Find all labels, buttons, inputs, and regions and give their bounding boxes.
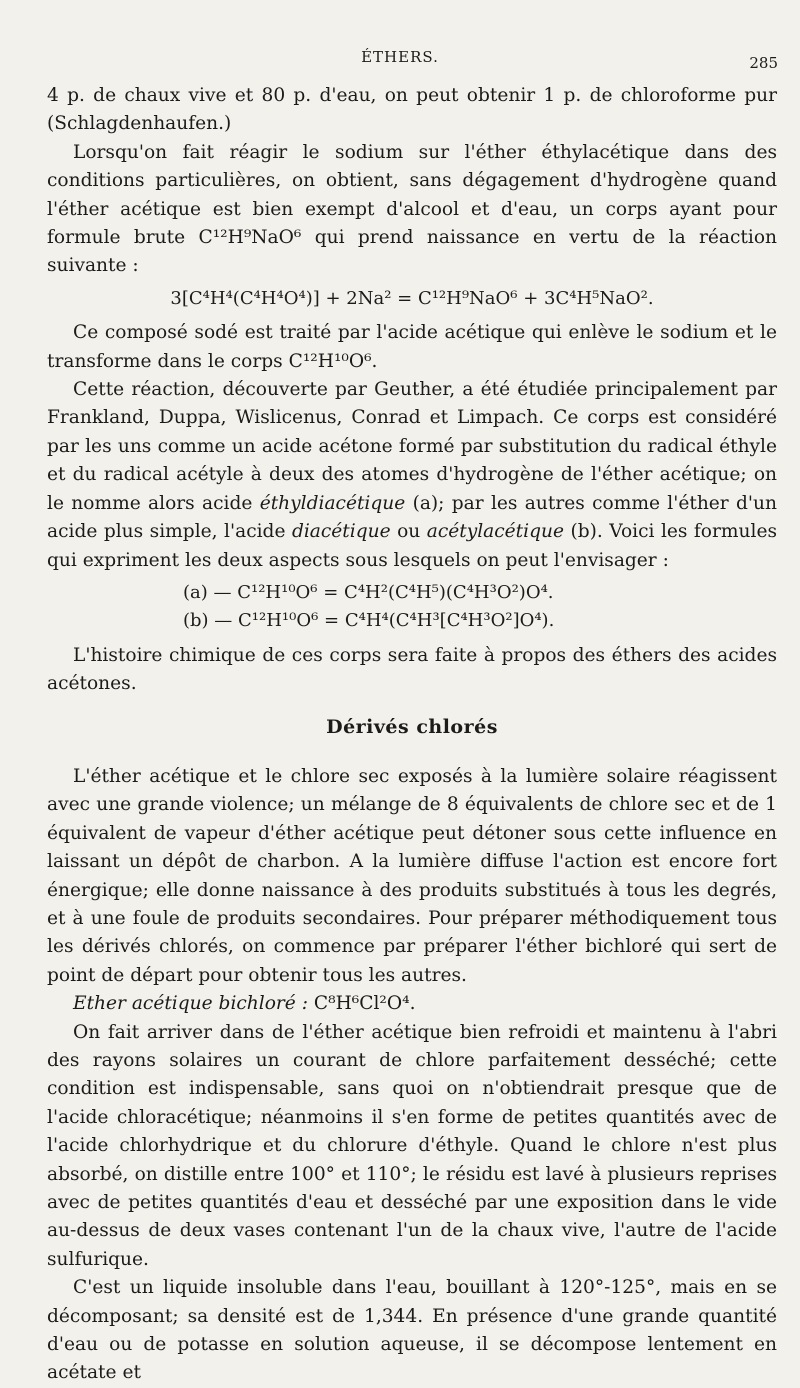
running-title: ÉTHERS. [361,48,439,66]
paragraph-chlorine: L'éther acétique et le chlore sec exposés à la lumière solaire réagissent avec une grande violence; un mélange de 8 équivalents de chlore sec et de 1 équivalent de vapeur d'éther acétique peut détoner sous cette influence en laissant un dépôt de charbon. A la lumière diffuse l'action est encore fort énergique; elle donne naissance à des produits substitués à tous les degrés, et à une foule de produits secondaires. Pour préparer méthodiquement tous les dérivés chlorés, on commence par préparer l'éther bichloré qui sert de point de départ pour obtenir tous les autres. [47,765,777,986]
paragraph-sodium-compound: Ce composé sodé est traité par l'acide acétique qui enlève le sodium et le transforme dans le corps C¹²H¹⁰O⁶. [47,322,777,372]
paragraph-properties: C'est un liquide insoluble dans l'eau, bouillant à 120°-125°, mais en se décomposant; sa densité est de 1,344. En présence d'une grande quantité d'eau ou de potasse en solution aqueuse, il se décompose lentement en acétate et [47,1277,777,1384]
formula-a: (a) — C¹²H¹⁰O⁶ = C⁴H²(C⁴H⁵)(C⁴H³O²)O⁴. [183,581,554,603]
paragraph-continuation: 4 p. de chaux vive et 80 p. d'eau, on peut obtenir 1 p. de chloroforme pur (Schlagdenhaufen.) [47,85,777,135]
term-ethyldiacetique: éthyldiacétique [259,492,406,514]
subheading-formula: C⁸H⁶Cl²O⁴. [313,993,416,1015]
page-body [47,82,777,1388]
term-acetylacetique: acétylacétique [426,521,564,543]
subheading-label: Ether acétique bichloré : [73,993,308,1015]
paragraph-history: L'histoire chimique de ces corps sera faite à propos des éthers des acides acétones. [47,644,777,695]
term-diacetique: diacétique [291,521,391,543]
page-number: 285 [749,54,778,72]
formula-b: (b) — C¹²H¹⁰O⁶ = C⁴H⁴(C⁴H³[C⁴H³O²]O⁴). [183,610,555,632]
formula-block [47,579,777,636]
text-segment: (b). Voici les formules qui expriment les deux aspects sous lesquels on peut l'envisager : [47,521,777,571]
paragraph-geuther [47,376,777,575]
text-segment: ou [390,521,427,543]
text-segment: Cette réaction, découverte par Geuther, a été étudiée principalement par Frankland, Duppa, Wislicenus, Conrad et Limpach. Ce corps est considéré par les uns comme un acide acétone formé par substitution du radical éthyle et du radical acétyle à deux des atomes d'hydrogène de l'éther acétique; on le nomme alors acide [47,379,777,514]
running-head [0,46,800,72]
text-segment: (a); par les autres comme l'éther d'un acide plus simple, l'acide [47,492,777,543]
subheading-bichlore [47,990,777,1018]
paragraph-sodium-reaction: Lorsqu'on fait réagir le sodium sur l'éther éthylacétique dans des conditions particulières, on obtient, sans dégagement d'hydrogène quand l'éther acétique est bien exempt d'alcool et d'eau, un corps ayant pour formule brute C¹²H⁹NaO⁶ qui prend naissance en vertu de la réaction suivante : [47,141,777,277]
paragraph-preparation: On fait arriver dans de l'éther acétique bien refroidi et maintenu à l'abri des rayons solaires un courant de chlore parfaitement desséché; cette condition est indispensable, sans quoi on n'obtiendrait presque que de l'acide chloracétique; néanmoins il s'en forme de petites quantités avec de l'acide chlorhydrique et du chlorure d'éthyle. Quand le chlore n'est plus absorbé, on distille entre 100° et 110°; le résidu est lavé à plusieurs reprises avec de petites quantités d'eau et desséché par une exposition dans le vide au-dessus de deux vases contenant l'un de la chaux vive, l'autre de l'acide sulfurique. [47,1021,777,1270]
section-heading: Dérivés chlorés [326,715,498,738]
equation-reaction: 3[C⁴H⁴(C⁴H⁴O⁴)] + 2Na² = C¹²H⁹NaO⁶ + 3C⁴H⁵NaO². [170,287,654,309]
